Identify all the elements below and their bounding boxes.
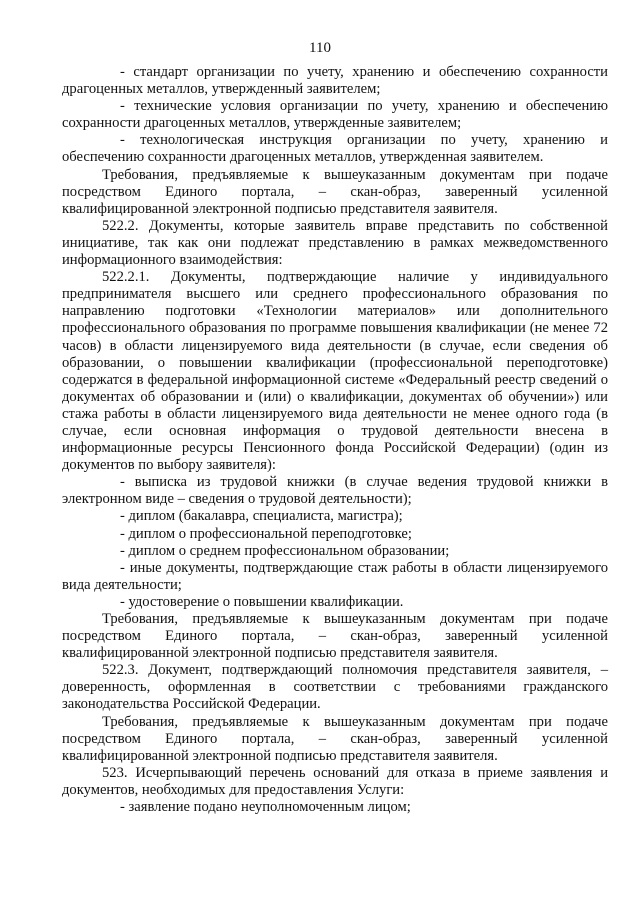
list-item: - иные документы, подтверждающие стаж работы в области лицензируемого вида деятельности; [62,559,608,593]
list-item: - выписка из трудовой книжки (в случае ведения трудовой книжки в электронном виде – сведения о трудовой деятельности); [62,474,608,508]
paragraph: 522.2. Документы, которые заявитель вправе представить по собственной инициативе, так как они подлежат представлению в рамках межведомственного информационного взаимодействия: [62,217,608,269]
paragraph: 522.2.1. Документы, подтверждающие наличие у индивидуального предпринимателя высшего или среднего профессионального образования по направлению подготовки «Технологии материалов» или дополнительного профессионального образования по программе повышения квалификации (не менее 72 часов) в области лицензируемого вида деятельности (в случае, если сведения об образовании, о повышении квалификации (профессиональной переподготовке) содержатся в федеральной информационной системе «Федеральный реестр сведений о документах об образовании и (или) о квалификации, документах об обучении») или стажа работы в области лицензируемого вида деятельности не менее одного года (в случае, если основная информация о трудовой деятельности внесена в информационные ресурсы Пенсионного фонда Российской Федерации) (один из документов по выбору заявителя): [62,269,608,474]
list-item: - удостоверение о повышении квалификации. [120,593,404,610]
list-item: - диплом о профессиональной переподготовке; [120,525,412,542]
list-item: - диплом (бакалавра, специалиста, магистра); [120,508,403,525]
list-item: - технологическая инструкция организации по учету, хранению и обеспечению сохранности драгоценных металлов, утвержденная заявителем. [62,132,608,166]
paragraph: Требования, предъявляемые к вышеуказанным документам при подаче посредством Единого портала, – скан-образ, заверенный усиленной квалифицированной электронной подписью представителя заявителя. [62,166,608,217]
list-item: - технические условия организации по учету, хранению и обеспечению сохранности драгоценных металлов, утвержденные заявителем; [62,98,608,132]
document-body [62,64,608,816]
list-item: - стандарт организации по учету, хранению и обеспечению сохранности драгоценных металлов, утвержденный заявителем; [62,64,608,98]
list-item: - заявление подано неуполномоченным лицом; [120,799,411,816]
list-item: - диплом о среднем профессиональном образовании; [120,542,450,559]
paragraph: 523. Исчерпывающий перечень оснований для отказа в приеме заявления и документов, необходимых для предоставления Услуги: [62,764,608,798]
paragraph: Требования, предъявляемые к вышеуказанным документам при подаче посредством Единого портала, – скан-образ, заверенный усиленной квалифицированной электронной подписью представителя заявителя. [62,611,608,662]
paragraph: 522.3. Документ, подтверждающий полномочия представителя заявителя, – доверенность, оформленная в соответствии с требованиями гражданского законодательства Российской Федерации. [62,662,608,713]
paragraph: Требования, предъявляемые к вышеуказанным документам при подаче посредством Единого портала, – скан-образ, заверенный усиленной квалифицированной электронной подписью представителя заявителя. [62,713,608,764]
page-number: 110 [309,40,331,56]
